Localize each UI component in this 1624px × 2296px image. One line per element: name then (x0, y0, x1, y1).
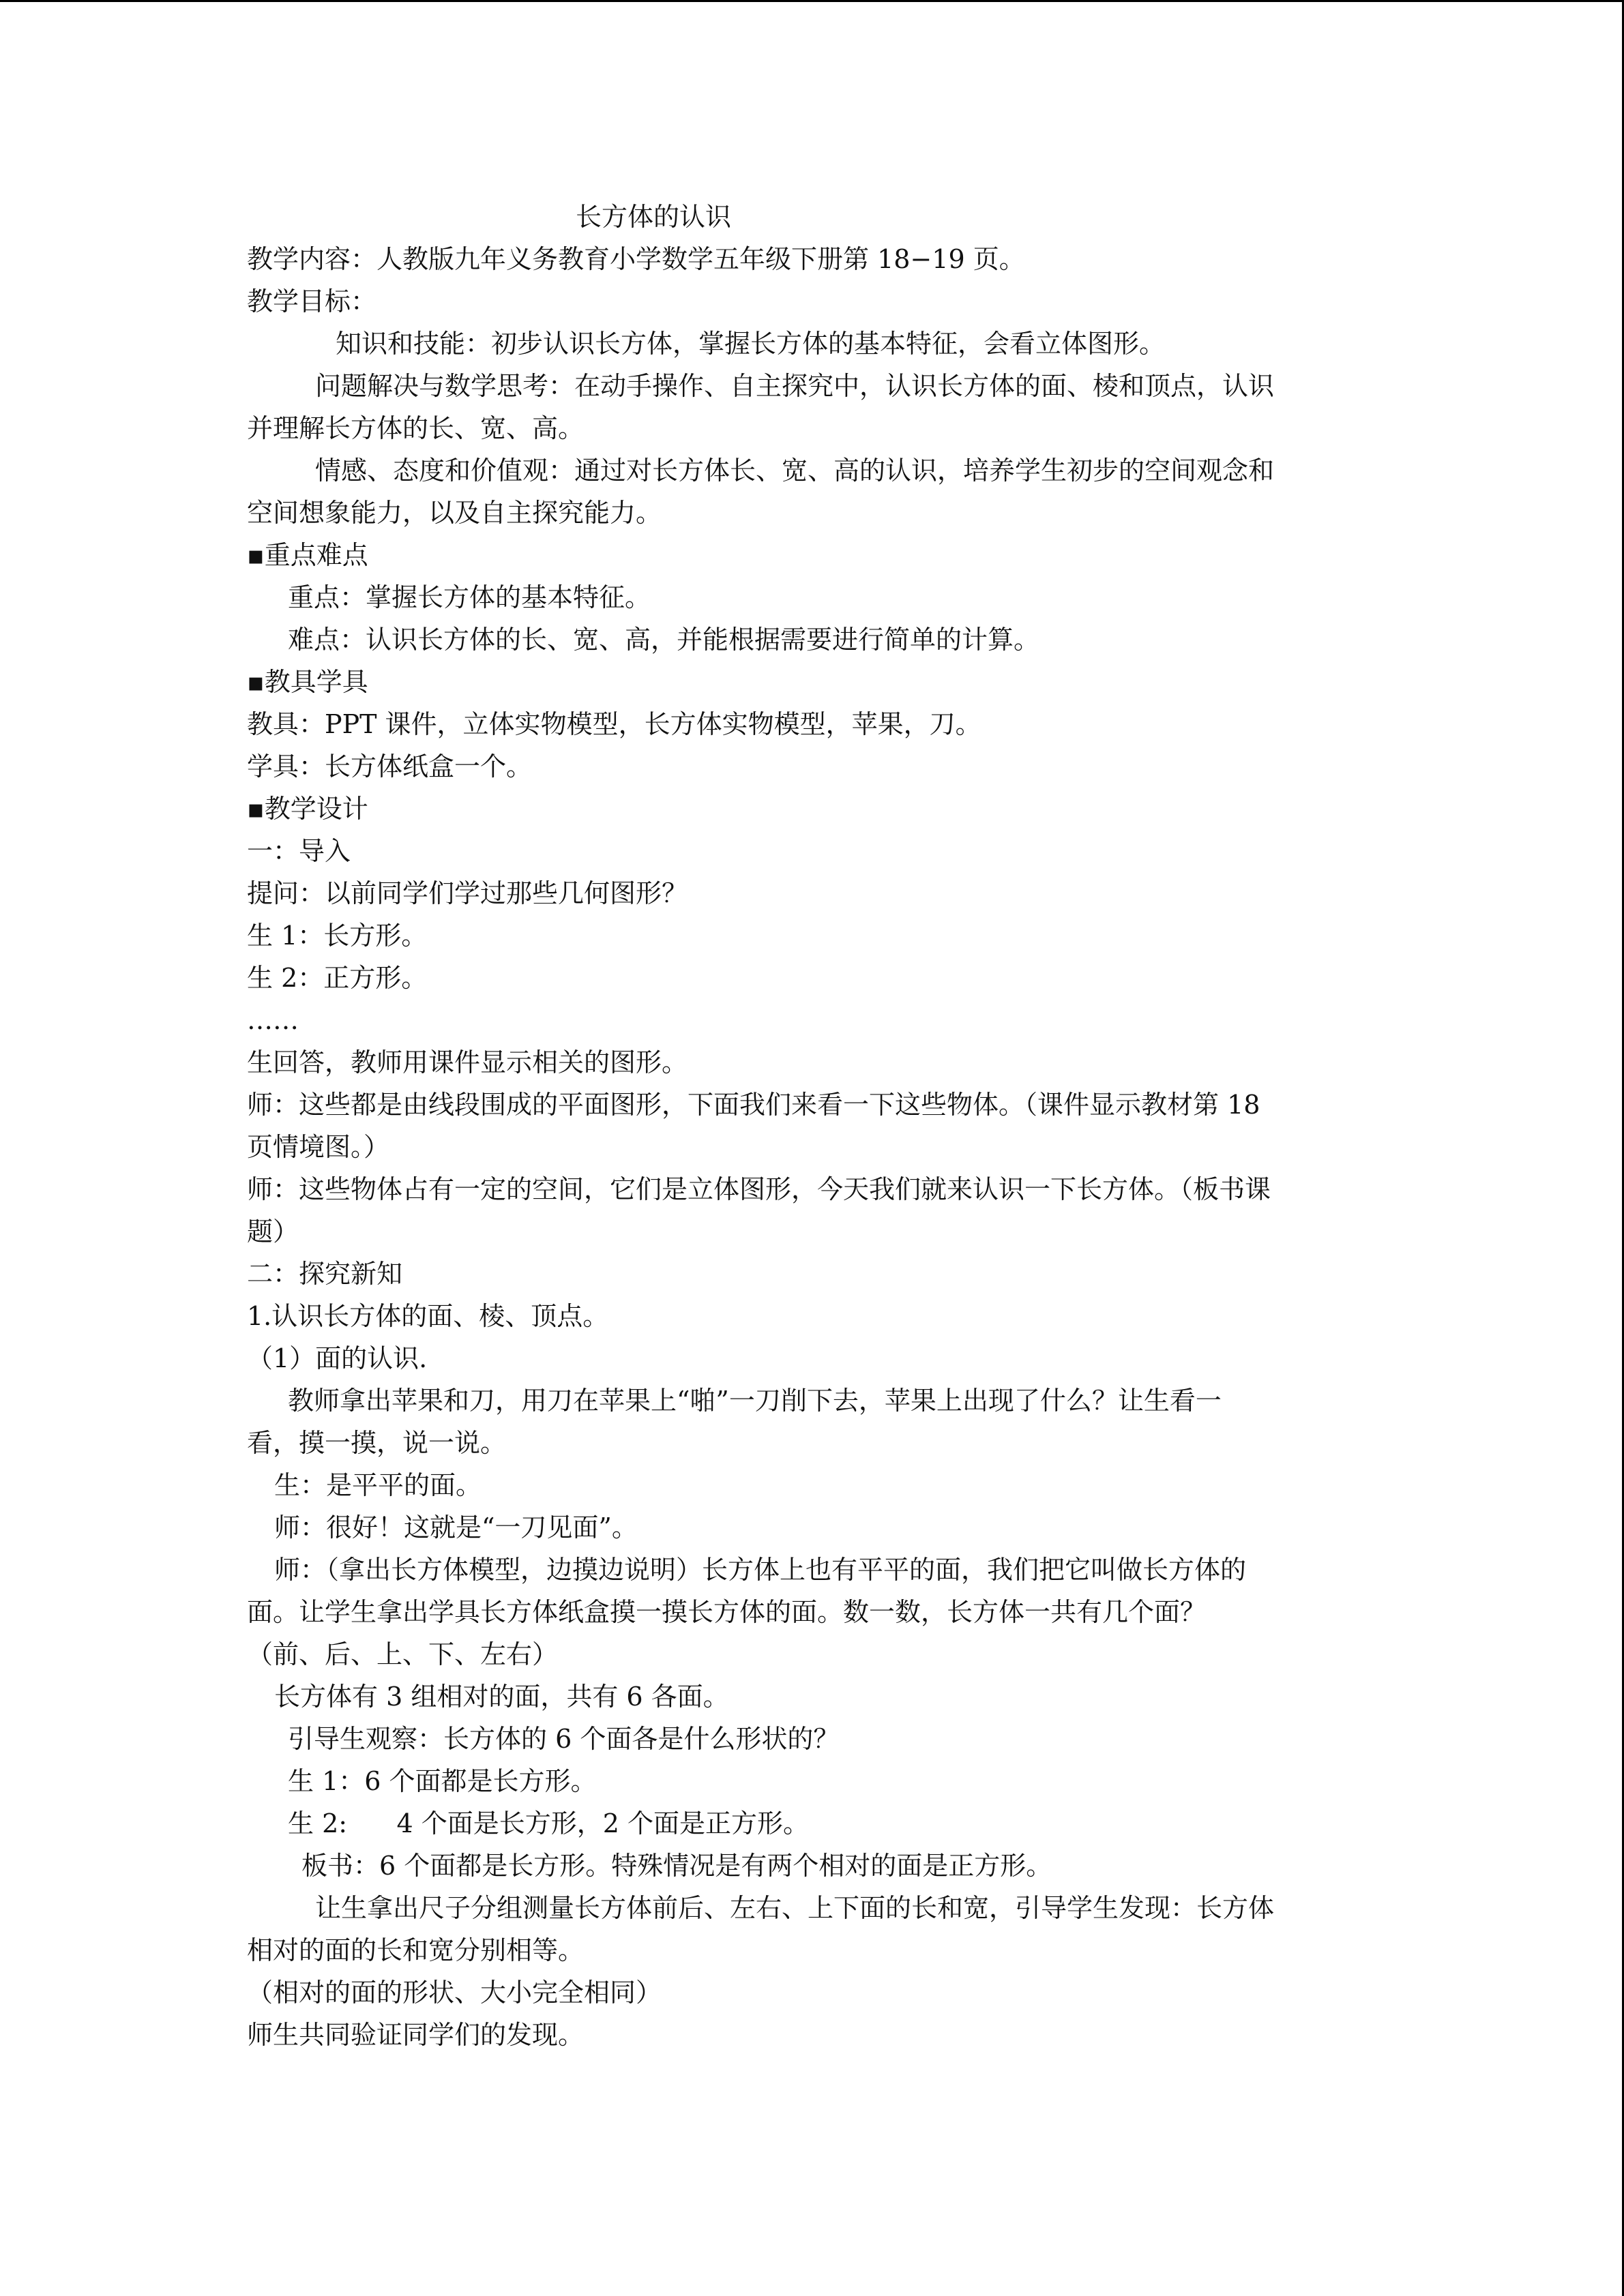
text-line-item-1-1: （1）面的认识. (247, 1343, 428, 1373)
section-heading-teaching-design: ▪教学设计 (247, 794, 368, 824)
text-line-apple-demo-cont: 看，摸一摸，说一说。 (247, 1428, 507, 1458)
text-line-emotion-attitude: 情感、态度和价值观：通过对长方体长、宽、高的认识，培养学生初步的空间观念和 (315, 456, 1275, 486)
text-line-teacher-model-cont: 面。让学生拿出学具长方体纸盒摸一摸长方体的面。数一数，长方体一共有几个面？ (247, 1597, 1207, 1627)
text-line-part-one: 一：导入 (247, 836, 351, 866)
document-body (247, 196, 1379, 2056)
text-line-teacher-good: 师：很好！这就是“一刀见面”。 (274, 1512, 638, 1542)
text-line-teaching-goals-heading: 教学目标： (247, 286, 377, 316)
text-line-teacher-solid-figures: 师：这些物体占有一定的空间，它们是立体图形，今天我们就来认识一下长方体。（板书课 (247, 1174, 1271, 1204)
text-line-student-1-rectangles: 生 1：6 个面都是长方形。 (288, 1766, 597, 1796)
text-line-teacher-plane-figures: 师：这些都是由线段围成的平面图形，下面我们来看一下这些物体。（课件显示教材第 18 (247, 1090, 1260, 1120)
text-line-difficult-point: 难点：认识长方体的长、宽、高，并能根据需要进行简单的计算。 (288, 625, 1040, 655)
document-title: 长方体的认识 (576, 202, 732, 232)
text-line-opposite-faces: （相对的面的形状、大小完全相同） (247, 1978, 662, 2008)
text-line-problem-solving-cont: 并理解长方体的长、宽、高。 (247, 413, 585, 443)
text-line-student-2: 生 2：正方形。 (247, 963, 428, 993)
text-line-apple-demo: 教师拿出苹果和刀，用刀在苹果上“啪”一刀削下去，苹果上出现了什么？让生看一 (288, 1386, 1222, 1416)
text-line-six-faces: 长方体有 3 组相对的面，共有 6 各面。 (274, 1682, 729, 1712)
text-line-part-two: 二：探究新知 (247, 1259, 403, 1289)
text-line-emotion-attitude-cont: 空间想象能力，以及自主探究能力。 (247, 498, 662, 528)
text-line-observe-shapes: 引导生观察：长方体的 6 个面各是什么形状的？ (288, 1724, 840, 1754)
text-line-teacher-plane-figures-cont: 页情境图。） (247, 1132, 390, 1162)
text-line-measure-cont: 相对的面的长和宽分别相等。 (247, 1935, 585, 1965)
text-line-student-flat-face: 生：是平平的面。 (274, 1470, 482, 1500)
text-line-blackboard: 板书：6 个面都是长方形。特殊情况是有两个相对的面是正方形。 (301, 1851, 1052, 1881)
text-line-measure: 让生拿出尺子分组测量长方体前后、左右、上下面的长和宽，引导学生发现：长方体 (315, 1893, 1275, 1923)
text-line-teacher-solid-figures-cont: 题） (247, 1217, 299, 1247)
text-line-teaching-content: 教学内容：人教版九年义务教育小学数学五年级下册第 18−19 页。 (247, 244, 1025, 274)
text-line-knowledge-skills: 知识和技能：初步认识长方体，掌握长方体的基本特征，会看立体图形。 (336, 329, 1166, 359)
text-line-student-answer: 生回答，教师用课件显示相关的图形。 (247, 1047, 688, 1077)
text-line-face-directions: （前、后、上、下、左右） (247, 1639, 559, 1669)
text-line-verify: 师生共同验证同学们的发现。 (247, 2020, 585, 2050)
text-line-ellipsis: …… (247, 1005, 299, 1035)
section-heading-key-points: ▪重点难点 (247, 540, 368, 570)
text-line-teacher-aids: 教具：PPT 课件，立体实物模型，长方体实物模型，苹果，刀。 (247, 709, 981, 739)
text-line-student-2-squares: 生 2: 4 个面是长方形，2 个面是正方形。 (288, 1808, 810, 1838)
text-line-student-aids: 学具：长方体纸盒一个。 (247, 751, 533, 781)
text-line-teacher-model: 师：（拿出长方体模型，边摸边说明）长方体上也有平平的面，我们把它叫做长方体的 (274, 1555, 1247, 1585)
text-line-key-point: 重点：掌握长方体的基本特征。 (288, 582, 651, 612)
text-line-student-1: 生 1：长方形。 (247, 921, 428, 951)
text-line-item-1: 1.认识长方体的面、棱、顶点。 (247, 1301, 609, 1331)
section-heading-teaching-aids: ▪教具学具 (247, 667, 368, 697)
text-line-problem-solving: 问题解决与数学思考：在动手操作、自主探究中，认识长方体的面、棱和顶点，认识 (315, 371, 1275, 401)
text-line-question: 提问：以前同学们学过那些几何图形？ (247, 878, 688, 908)
